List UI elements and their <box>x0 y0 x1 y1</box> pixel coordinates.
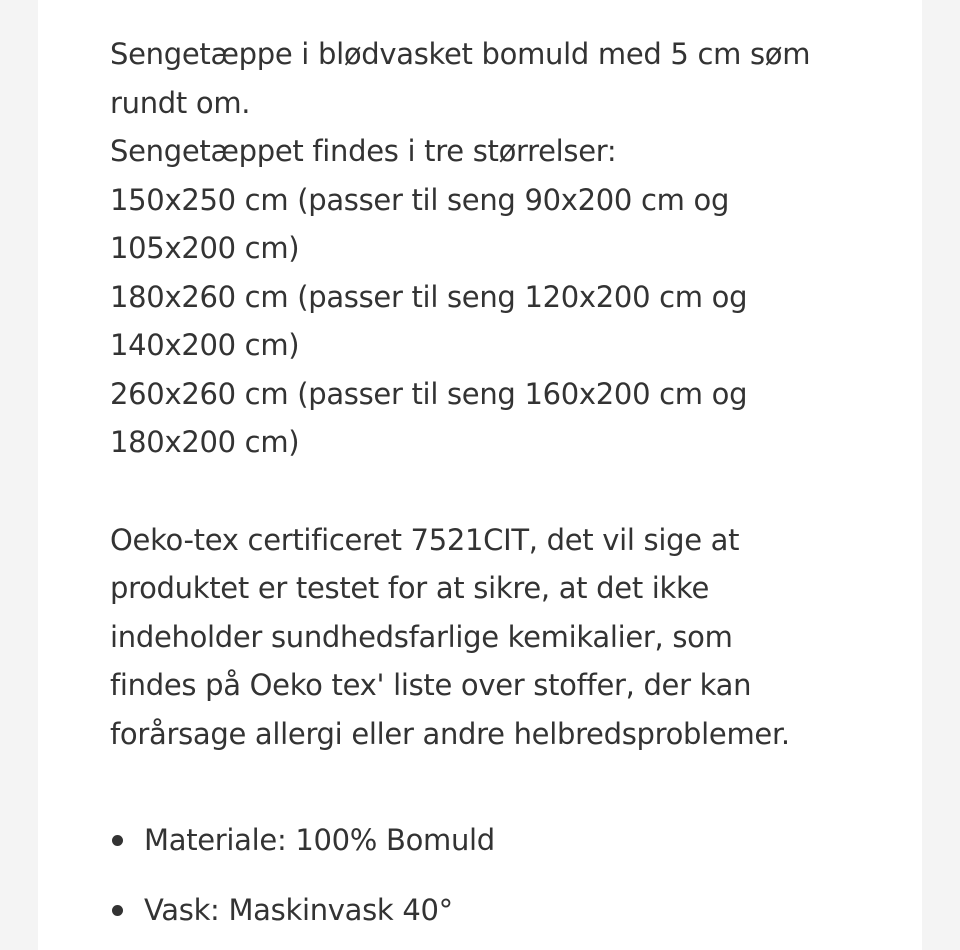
certification-paragraph <box>110 516 900 759</box>
text-line: Sengetæppe i blødvasket bomuld med 5 cm søm <box>110 37 811 71</box>
text-line: indeholder sundhedsfarlige kemikalier, som <box>110 619 733 654</box>
size-option-line: 260x260 cm (passer til seng 160x200 cm og <box>110 376 748 411</box>
size-option-line: 180x200 cm) <box>110 425 300 459</box>
size-option-line: 150x250 cm (passer til seng 90x200 cm og <box>110 182 730 217</box>
text-line: rundt om. <box>110 85 251 120</box>
text-line: findes på Oeko tex' liste over stoffer, der kan <box>110 668 752 702</box>
text-line: Sengetæppet findes i tre størrelser: <box>110 134 617 168</box>
product-description <box>110 30 900 758</box>
size-option-line: 180x260 cm (passer til seng 120x200 cm og <box>110 279 748 314</box>
bullet-icon <box>112 905 123 916</box>
spec-item-wash <box>110 886 495 934</box>
spec-item-material <box>110 816 495 864</box>
text-line: produktet er testet for at sikre, at det ikke <box>110 571 710 605</box>
intro-paragraph <box>110 30 900 467</box>
size-option-line: 105x200 cm) <box>110 231 300 265</box>
text-line: Oeko-tex certificeret 7521CIT, det vil sige at <box>110 522 740 557</box>
spec-list <box>110 816 495 934</box>
text-line: forårsage allergi eller andre helbredsproblemer. <box>110 716 790 751</box>
paragraph-spacer <box>110 467 900 516</box>
product-description-panel <box>38 0 922 950</box>
spec-text: Materiale: 100% Bomuld <box>144 823 495 857</box>
bullet-icon <box>112 835 123 846</box>
spec-text: Vask: Maskinvask 40° <box>144 893 453 927</box>
size-option-line: 140x200 cm) <box>110 328 300 362</box>
